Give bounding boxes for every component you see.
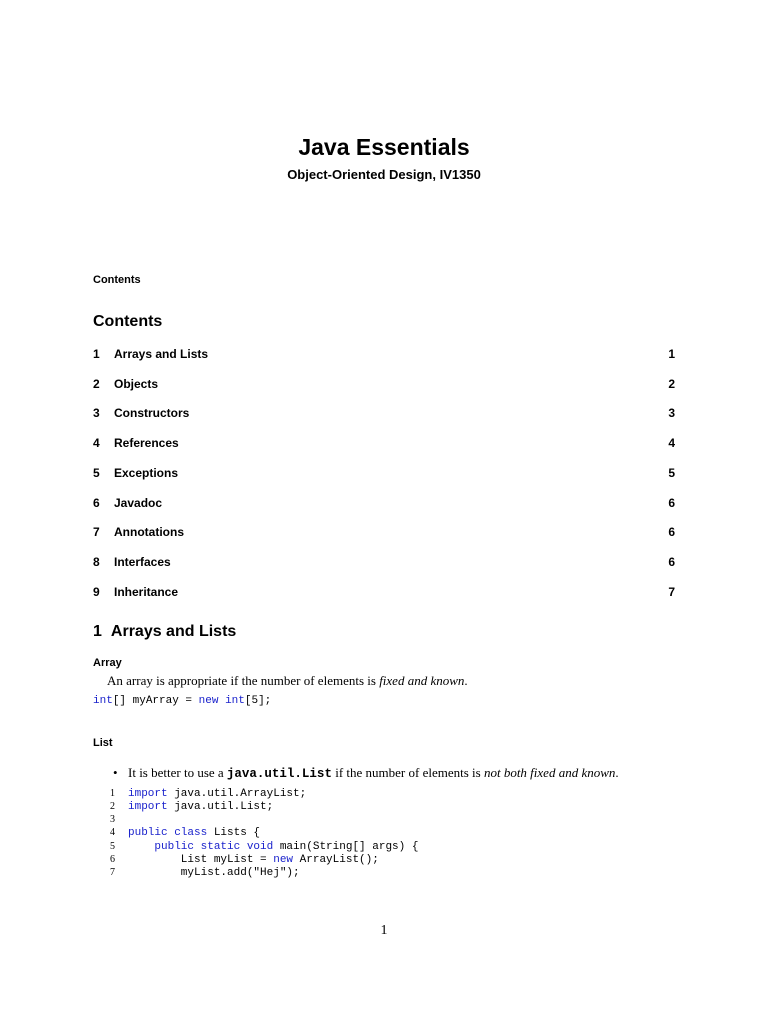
bullet-text-end: . xyxy=(615,765,619,780)
line-number: 7 xyxy=(110,867,115,878)
array-code-sample xyxy=(93,695,271,707)
toc-entry-label: Javadoc xyxy=(114,496,163,510)
toc-entry-label: Annotations xyxy=(114,525,184,539)
code-text: [5]; xyxy=(244,695,272,707)
toc-entry-number: 6 xyxy=(93,496,100,510)
toc-entry-page: 6 xyxy=(668,525,675,539)
toc-entry-number: 9 xyxy=(93,585,100,599)
toc-entry-page: 3 xyxy=(668,406,675,420)
toc-entry-page: 6 xyxy=(668,496,675,510)
bullet-icon: • xyxy=(113,765,118,780)
toc-heading: Contents xyxy=(93,313,163,330)
array-paragraph xyxy=(107,673,468,689)
section-heading-arrays-and-lists xyxy=(93,623,236,641)
toc-entry-number: 2 xyxy=(93,377,100,391)
bullet-text: It is better to use a xyxy=(128,765,227,780)
paragraph-text: An array is appropriate if the number of elements is xyxy=(107,673,380,688)
toc-entry-constructors[interactable] xyxy=(93,406,675,422)
toc-entry-interfaces[interactable] xyxy=(93,555,675,571)
code-text: myList.add("Hej"); xyxy=(128,867,300,879)
code-indent xyxy=(128,841,154,853)
toc-entry-exceptions[interactable] xyxy=(93,466,675,482)
toc-entry-references[interactable] xyxy=(93,436,675,452)
code-text: java.util.List; xyxy=(167,801,274,813)
document-subtitle: Object-Oriented Design, IV1350 xyxy=(287,167,481,182)
toc-entry-label: Arrays and Lists xyxy=(114,347,209,361)
code-keyword: import xyxy=(128,801,168,813)
code-keyword: public class xyxy=(128,827,208,839)
code-keyword: int xyxy=(93,695,113,707)
toc-entry-number: 8 xyxy=(93,555,100,569)
code-text: Lists { xyxy=(207,827,261,839)
toc-entry-javadoc[interactable] xyxy=(93,496,675,512)
list-bullet-item xyxy=(113,765,619,781)
toc-entry-number: 1 xyxy=(93,347,100,361)
toc-entry-page: 6 xyxy=(668,555,675,569)
toc-entry-number: 7 xyxy=(93,525,100,539)
toc-entry-label: Constructors xyxy=(114,406,190,420)
toc-entry-label: References xyxy=(114,436,179,450)
toc-entry-number: 4 xyxy=(93,436,100,450)
toc-entry-page: 4 xyxy=(668,436,675,450)
paragraph-text-end: . xyxy=(464,673,468,688)
section-title: Arrays and Lists xyxy=(110,623,237,640)
toc-entry-number: 5 xyxy=(93,466,100,480)
toc-entry-label: Objects xyxy=(114,377,159,391)
toc-entry-number: 3 xyxy=(93,406,100,420)
line-number: 3 xyxy=(110,814,115,825)
code-text: ArrayList(); xyxy=(293,854,379,866)
toc-entry-inheritance[interactable] xyxy=(93,585,675,601)
toc-entry-label: Interfaces xyxy=(114,555,171,569)
code-text: List myList = xyxy=(128,854,274,866)
code-text: java.util.ArrayList; xyxy=(167,788,307,800)
code-text: main(String[] args) { xyxy=(273,841,419,853)
running-head: Contents xyxy=(93,274,141,286)
document-title: Java Essentials xyxy=(298,134,470,160)
code-keyword: new xyxy=(273,854,294,866)
toc-entry-label: Exceptions xyxy=(114,466,179,480)
page-number: 1 xyxy=(380,923,388,938)
code-text: [] myArray = xyxy=(112,695,199,707)
code-keyword: int xyxy=(225,695,245,707)
toc-entry-annotations[interactable] xyxy=(93,525,675,541)
toc-entry-page: 5 xyxy=(668,466,675,480)
toc-entry-page: 7 xyxy=(668,585,675,599)
toc-entry-page: 2 xyxy=(668,377,675,391)
bullet-emphasis: not both fixed and known xyxy=(483,765,616,780)
inline-code: java.util.List xyxy=(226,767,332,781)
line-number: 2 xyxy=(110,801,115,812)
code-keyword: import xyxy=(128,788,168,800)
line-number: 5 xyxy=(110,841,115,852)
section-number: 1 xyxy=(93,623,102,640)
bullet-text-mid: if the number of elements is xyxy=(331,765,484,780)
code-keyword: new xyxy=(198,695,219,707)
line-number: 4 xyxy=(110,827,115,838)
subheading-list: List xyxy=(93,737,113,749)
line-number: 6 xyxy=(110,854,115,865)
line-number: 1 xyxy=(110,788,115,799)
code-keyword: public static void xyxy=(154,841,274,853)
toc-entry-objects[interactable] xyxy=(93,377,675,393)
subheading-array: Array xyxy=(93,657,122,669)
toc-entry-label: Inheritance xyxy=(114,585,179,599)
toc-entry-arrays-and-lists[interactable] xyxy=(93,347,675,363)
paragraph-emphasis: fixed and known xyxy=(379,673,465,688)
toc-entry-page: 1 xyxy=(668,347,675,361)
